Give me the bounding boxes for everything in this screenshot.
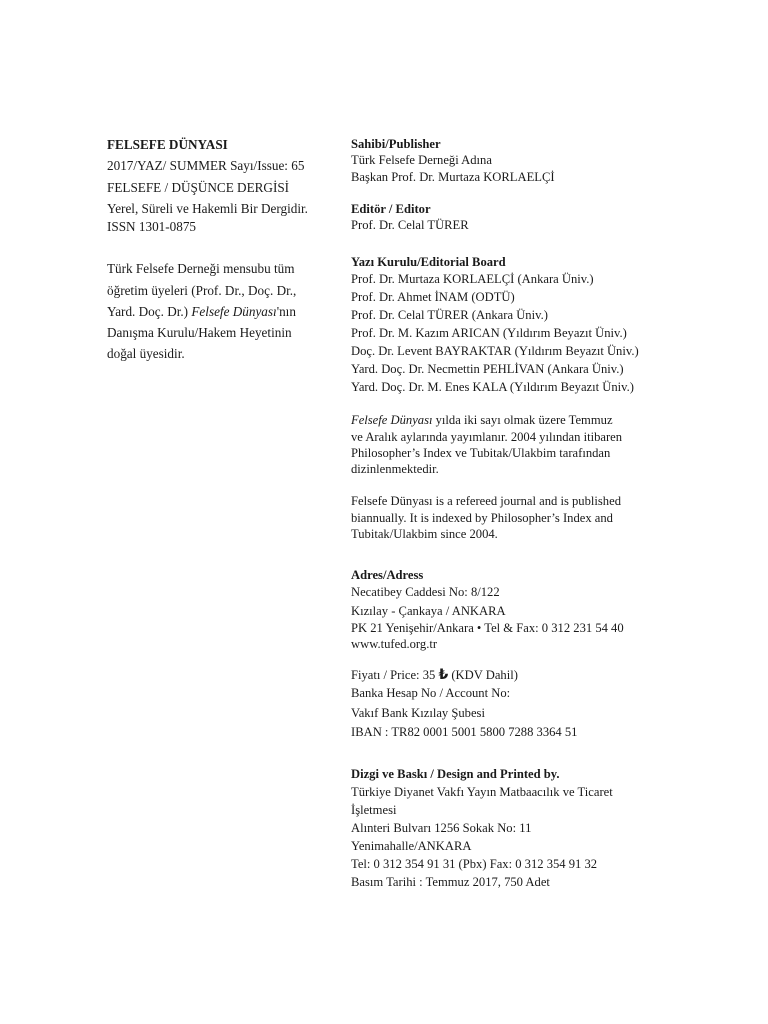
- board-member: Doç. Dr. Levent BAYRAKTAR (Yıldırım Beyazıt Üniv.): [351, 344, 639, 358]
- printing-line: Türkiye Diyanet Vakfı Yayın Matbaacılık ve Ticaret: [351, 785, 613, 799]
- about-tr-line: dizinlenmektedir.: [351, 462, 439, 476]
- publisher-heading: Sahibi/Publisher: [351, 137, 441, 151]
- board-member: Yard. Doç. Dr. M. Enes KALA (Yıldırım Beyazıt Üniv.): [351, 380, 634, 394]
- address-line: Kızılay - Çankaya / ANKARA: [351, 604, 506, 618]
- membership-note-line: öğretim üyeleri (Prof. Dr., Doç. Dr.,: [107, 283, 297, 298]
- journal-title: FELSEFE DÜNYASI: [107, 137, 228, 152]
- about-tr-line: ve Aralık aylarında yayımlanır. 2004 yılından itibaren: [351, 430, 623, 444]
- price-line: [351, 667, 518, 683]
- board-member: Prof. Dr. Celal TÜRER (Ankara Üniv.): [351, 308, 548, 322]
- printing-heading: Dizgi ve Baskı / Design and Printed by.: [351, 767, 560, 781]
- about-text: yılda iki sayı olmak üzere Temmuz: [432, 413, 613, 427]
- printing-line: Yenimahalle/ANKARA: [351, 839, 472, 853]
- printing-line: Tel: 0 312 354 91 31 (Pbx) Fax: 0 312 354 91 32: [351, 857, 598, 871]
- printing-line: İşletmesi: [351, 803, 397, 817]
- publisher-line: Başkan Prof. Dr. Murtaza KORLAELÇİ: [351, 170, 555, 184]
- note-text: 'nın: [276, 304, 296, 319]
- note-text: Yard. Doç. Dr.): [107, 304, 192, 319]
- journal-type: Yerel, Süreli ve Hakemli Bir Dergidir.: [107, 201, 308, 216]
- print-date: Basım Tarihi : Temmuz 2017, 750 Adet: [351, 875, 550, 889]
- membership-note-line: doğal üyesidir.: [107, 346, 185, 361]
- issn: ISSN 1301-0875: [107, 219, 197, 234]
- membership-note-line: Türk Felsefe Derneği mensubu tüm: [107, 261, 295, 276]
- about-tr-line: Philosopher’s Index ve Tubitak/Ulakbim tarafından: [351, 446, 611, 460]
- website-link[interactable]: www.tufed.org.tr: [351, 637, 438, 651]
- printing-line: Alınteri Bulvarı 1256 Sokak No: 11: [351, 821, 532, 835]
- board-heading: Yazı Kurulu/Editorial Board: [351, 255, 506, 269]
- membership-note-line: Danışma Kurulu/Hakem Heyetinin: [107, 325, 292, 340]
- about-tr-line: [351, 413, 613, 428]
- address-heading: Adres/Adress: [351, 568, 424, 582]
- about-en-line: Felsefe Dünyası is a refereed journal and is published: [351, 494, 621, 508]
- membership-note-line: [107, 304, 296, 320]
- journal-name-italic: Felsefe Dünyası: [351, 413, 433, 427]
- price-text: (KDV Dahil): [448, 668, 518, 682]
- board-member: Prof. Dr. M. Kazım ARICAN (Yıldırım Beyazıt Üniv.): [351, 326, 627, 340]
- address-line: PK 21 Yenişehir/Ankara • Tel & Fax: 0 312 231 54 40: [351, 621, 624, 635]
- address-line: Necatibey Caddesi No: 8/122: [351, 585, 500, 599]
- issue-line: 2017/YAZ/ SUMMER Sayı/Issue: 65: [107, 158, 305, 173]
- lira-icon: ₺: [438, 667, 449, 683]
- about-en-line: Tubitak/Ulakbim since 2004.: [351, 527, 498, 541]
- bank-branch: Vakıf Bank Kızılay Şubesi: [351, 706, 485, 720]
- editor-heading: Editör / Editor: [351, 202, 431, 216]
- price-text: Fiyatı / Price: 35: [351, 668, 439, 682]
- iban: IBAN : TR82 0001 5001 5800 7288 3364 51: [351, 725, 578, 739]
- editor-name: Prof. Dr. Celal TÜRER: [351, 218, 469, 232]
- board-member: Prof. Dr. Ahmet İNAM (ODTÜ): [351, 290, 515, 304]
- journal-subtitle: FELSEFE / DÜŞÜNCE DERGİSİ: [107, 180, 290, 195]
- bank-account-label: Banka Hesap No / Account No:: [351, 686, 511, 700]
- board-member: Yard. Doç. Dr. Necmettin PEHLİVAN (Ankara Üniv.): [351, 362, 624, 376]
- board-member: Prof. Dr. Murtaza KORLAELÇİ (Ankara Üniv.): [351, 272, 594, 286]
- publisher-line: Türk Felsefe Derneği Adına: [351, 153, 492, 167]
- about-en-line: biannually. It is indexed by Philosopher’s Index and: [351, 511, 613, 525]
- journal-name-italic: Felsefe Dünyası: [191, 304, 277, 319]
